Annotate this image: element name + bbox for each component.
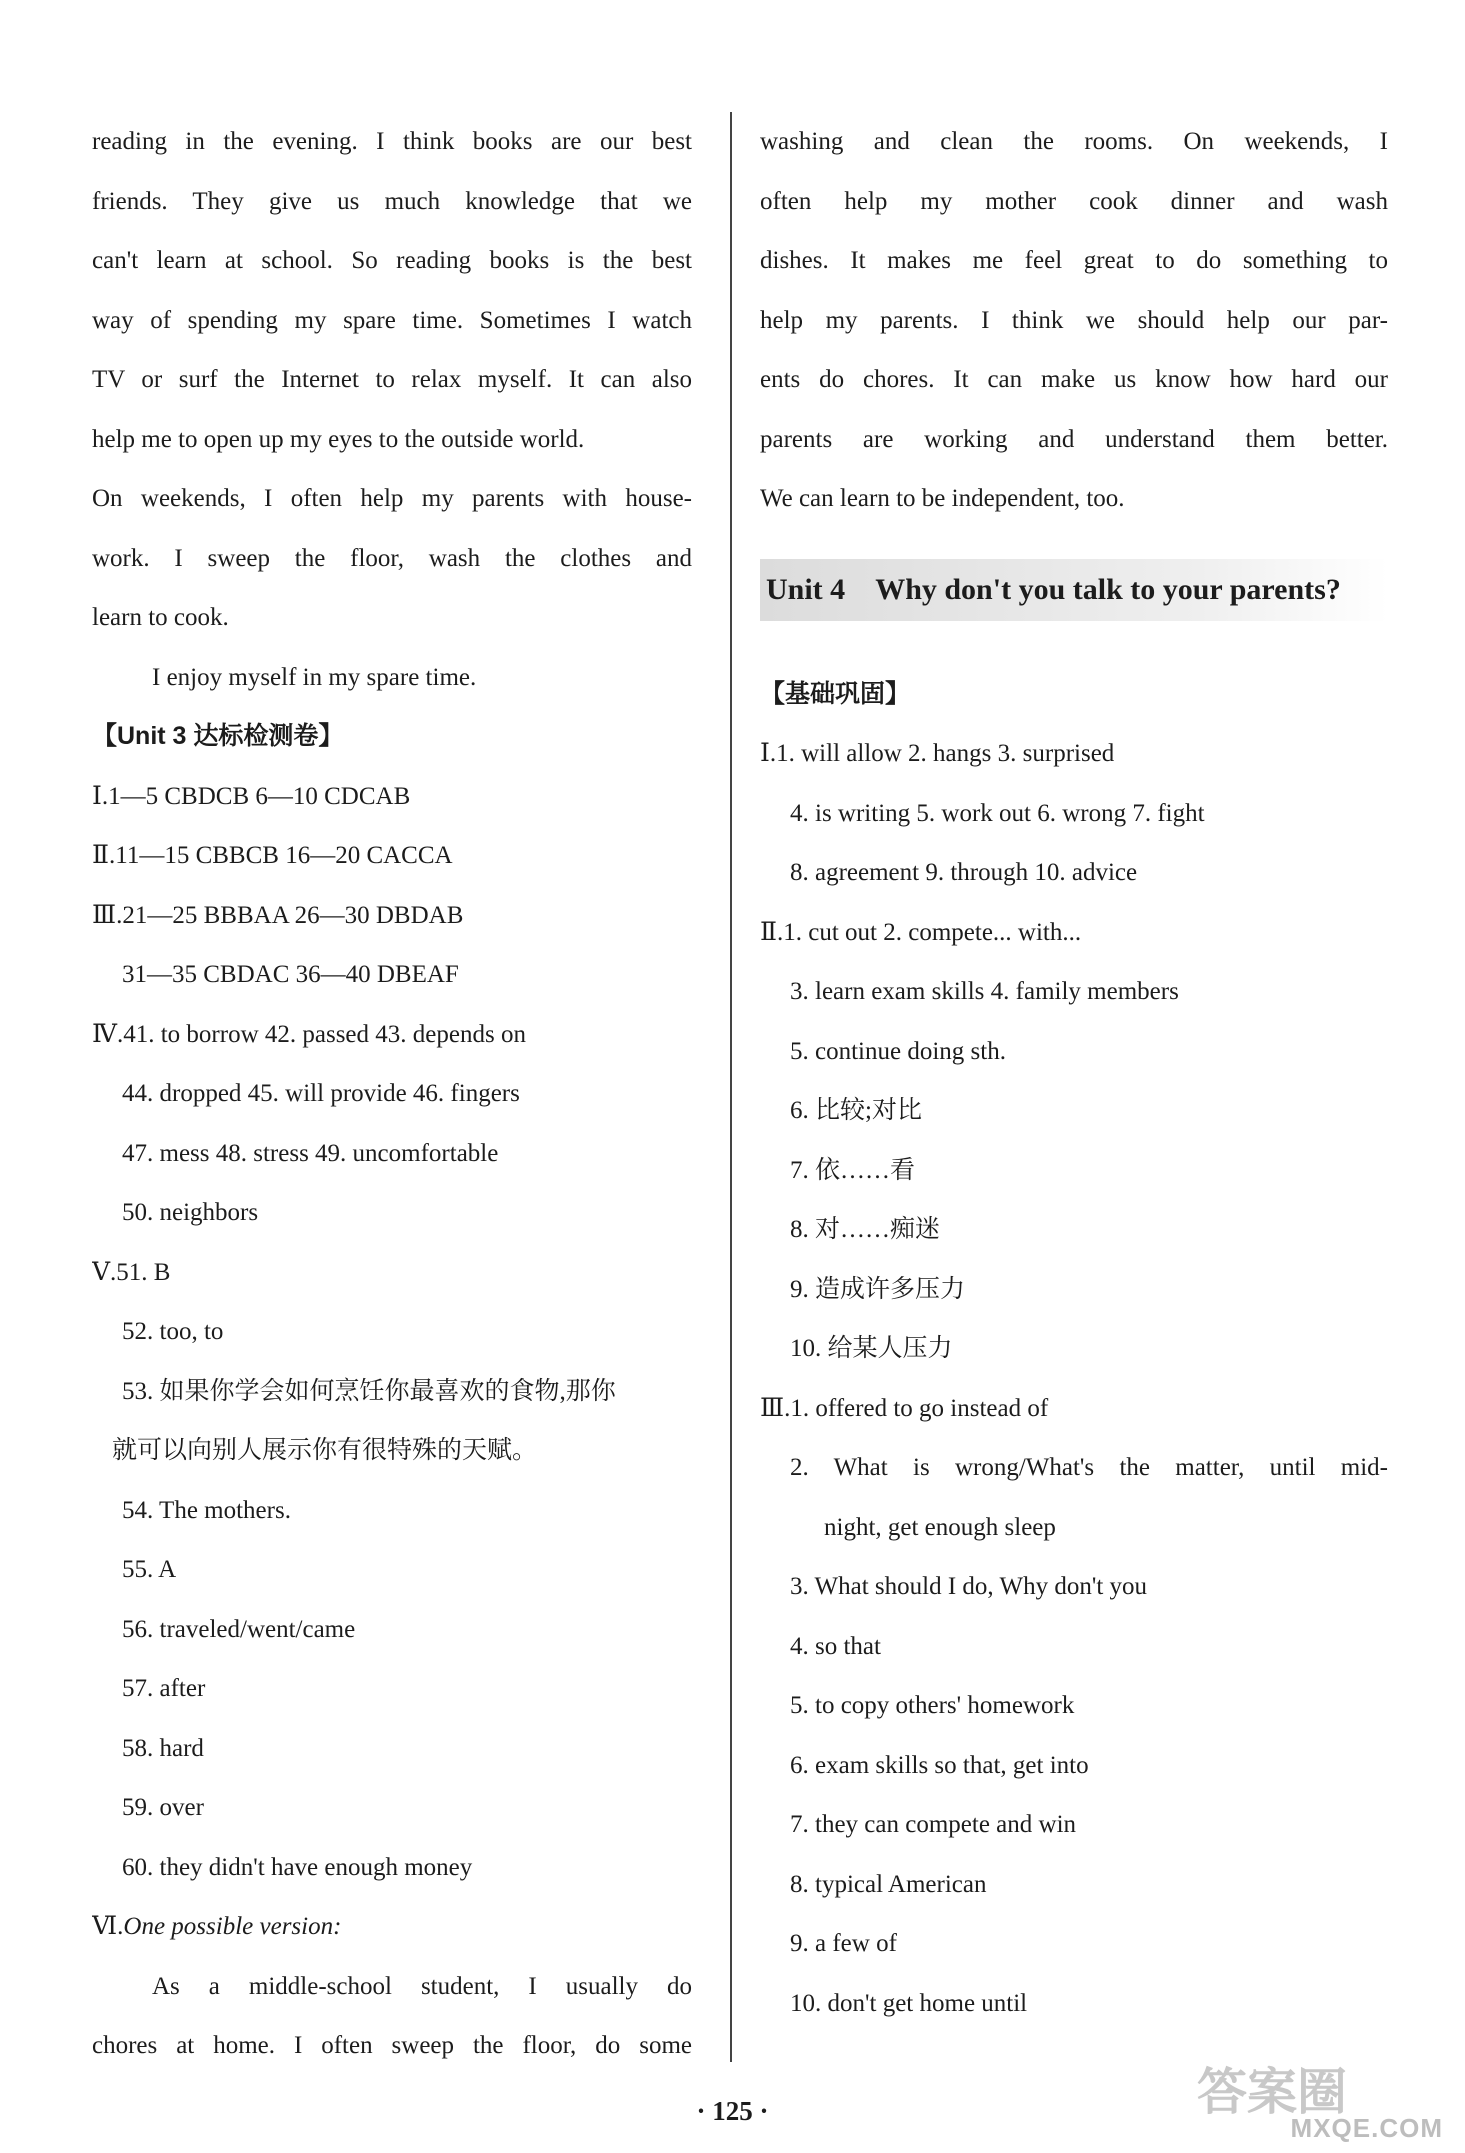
answer-line: 44. dropped 45. will provide 46. fingers bbox=[122, 1080, 520, 1107]
answer-line: 9. a few of bbox=[790, 1930, 897, 1957]
answer-line: 就可以向别人展示你有很特殊的天赋。 bbox=[112, 1437, 538, 1464]
answer-line: 2. What is wrong/What's the matter, until mid- bbox=[790, 1454, 1388, 1481]
version-line: As a middle-school student, I usually do bbox=[152, 1972, 692, 2000]
answer-line: 10. don't get home until bbox=[790, 1989, 1028, 2017]
page-number: · 125 · bbox=[696, 2096, 769, 2126]
answer-line: 50. neighbors bbox=[122, 1199, 259, 1226]
essay-line: TV or surf the Internet to relax myself. It can also bbox=[92, 366, 692, 393]
answer-line: 3. What should I do, Why don't you bbox=[790, 1573, 1148, 1600]
answer-line: 6. exam skills so that, get into bbox=[790, 1751, 1089, 1779]
watermark-site: MXQE.COM bbox=[1290, 2113, 1443, 2143]
answer-line: 57. after bbox=[122, 1675, 206, 1702]
right-column bbox=[760, 112, 1388, 2033]
answer-line: Ⅲ.1. offered to go instead of bbox=[760, 1394, 1049, 1422]
essay-line: friends. They give us much knowledge that we bbox=[92, 187, 692, 215]
unit-label: Unit 4 bbox=[766, 572, 846, 606]
answer-line: 5. to copy others' homework bbox=[790, 1692, 1075, 1719]
answer-line: 54. The mothers. bbox=[122, 1496, 291, 1524]
essay-line: help me to open up my eyes to the outside world. bbox=[92, 425, 585, 453]
essay-line: ents do chores. It can make us know how hard our bbox=[760, 366, 1388, 393]
answer-line: 7. they can compete and win bbox=[790, 1811, 1077, 1838]
answer-line: 9. 造成许多压力 bbox=[790, 1275, 966, 1303]
version-label-text: One possible version: bbox=[123, 1913, 342, 1940]
version-label bbox=[92, 1897, 692, 1957]
watermark bbox=[1193, 2052, 1443, 2144]
watermark-logo: 答案圈 bbox=[1197, 2063, 1347, 2121]
answer-line: 4. so that bbox=[790, 1632, 881, 1660]
essay-closing: I enjoy myself in my spare time. bbox=[152, 663, 477, 691]
essay-line: can't learn at school. So reading books is the best bbox=[92, 247, 692, 274]
answer-line: 59. over bbox=[122, 1794, 204, 1821]
unit-title: Why don't you talk to your parents? bbox=[875, 572, 1341, 606]
answer-line: 55. A bbox=[122, 1556, 177, 1583]
essay-line: work. I sweep the floor, wash the clothes and bbox=[92, 544, 692, 572]
answer-line: 8. typical American bbox=[790, 1870, 987, 1898]
essay-line: dishes. It makes me feel great to do something to bbox=[760, 247, 1388, 274]
answer-line: Ⅱ.1. cut out 2. compete... with... bbox=[760, 918, 1082, 946]
answer-line: 52. too, to bbox=[122, 1318, 224, 1345]
answer-line: 3. learn exam skills 4. family members bbox=[790, 978, 1179, 1005]
answer-line: Ⅲ.21—25 BBBAA 26—30 DBDAB bbox=[92, 901, 464, 929]
answer-line: Ⅱ.11—15 CBBCB 16—20 CACCA bbox=[92, 842, 453, 869]
essay-line: help my parents. I think we should help our par- bbox=[760, 306, 1388, 334]
answer-line: 58. hard bbox=[122, 1734, 204, 1762]
answer-line: 6. 比较;对比 bbox=[790, 1097, 922, 1124]
essay-line: learn to cook. bbox=[92, 604, 229, 631]
answer-line: Ⅰ.1. will allow 2. hangs 3. surprised bbox=[760, 740, 1115, 767]
essay-line: washing and clean the rooms. On weekends, I bbox=[760, 128, 1388, 155]
answer-line: 47. mess 48. stress 49. uncomfortable bbox=[122, 1139, 499, 1167]
left-column bbox=[92, 112, 692, 2076]
version-label-number: Ⅵ. bbox=[92, 1913, 124, 1940]
answer-line: 4. is writing 5. work out 6. wrong 7. fight bbox=[790, 799, 1205, 827]
answer-line: 8. 对……痴迷 bbox=[790, 1216, 941, 1243]
column-divider bbox=[730, 112, 732, 2062]
answer-line: 7. 依……看 bbox=[790, 1156, 916, 1184]
essay-line: often help my mother cook dinner and wash bbox=[760, 187, 1388, 215]
version-line: chores at home. I often sweep the floor, do some bbox=[92, 2032, 692, 2059]
answer-line: 31—35 CBDAC 36—40 DBEAF bbox=[122, 961, 459, 988]
essay-line: way of spending my spare time. Sometimes I watch bbox=[92, 306, 692, 334]
answer-line: 53. 如果你学会如何烹饪你最喜欢的食物,那你 bbox=[122, 1377, 616, 1405]
answer-line: 5. continue doing sth. bbox=[790, 1037, 1006, 1065]
answer-line: 10. 给某人压力 bbox=[790, 1335, 953, 1362]
answer-line: 60. they didn't have enough money bbox=[122, 1853, 473, 1881]
essay-line: reading in the evening. I think books are our best bbox=[92, 128, 692, 155]
answer-line: Ⅳ.41. to borrow 42. passed 43. depends on bbox=[92, 1020, 526, 1048]
answer-line: 56. traveled/went/came bbox=[122, 1615, 356, 1643]
essay-line: We can learn to be independent, too. bbox=[760, 485, 1125, 512]
answer-line: 8. agreement 9. through 10. advice bbox=[790, 859, 1138, 886]
essay-line: parents are working and understand them better. bbox=[760, 425, 1388, 453]
answer-line: Ⅰ.1—5 CBDCB 6—10 CDCAB bbox=[92, 782, 411, 810]
section-title: 【基础巩固】 bbox=[760, 679, 911, 708]
unit-heading bbox=[760, 559, 1388, 621]
answer-line: night, get enough sleep bbox=[824, 1513, 1056, 1541]
section-title: 【Unit 3 达标检测卷】 bbox=[92, 722, 344, 750]
essay-line: On weekends, I often help my parents with house- bbox=[92, 485, 692, 512]
answer-line: Ⅴ.51. B bbox=[92, 1258, 171, 1286]
